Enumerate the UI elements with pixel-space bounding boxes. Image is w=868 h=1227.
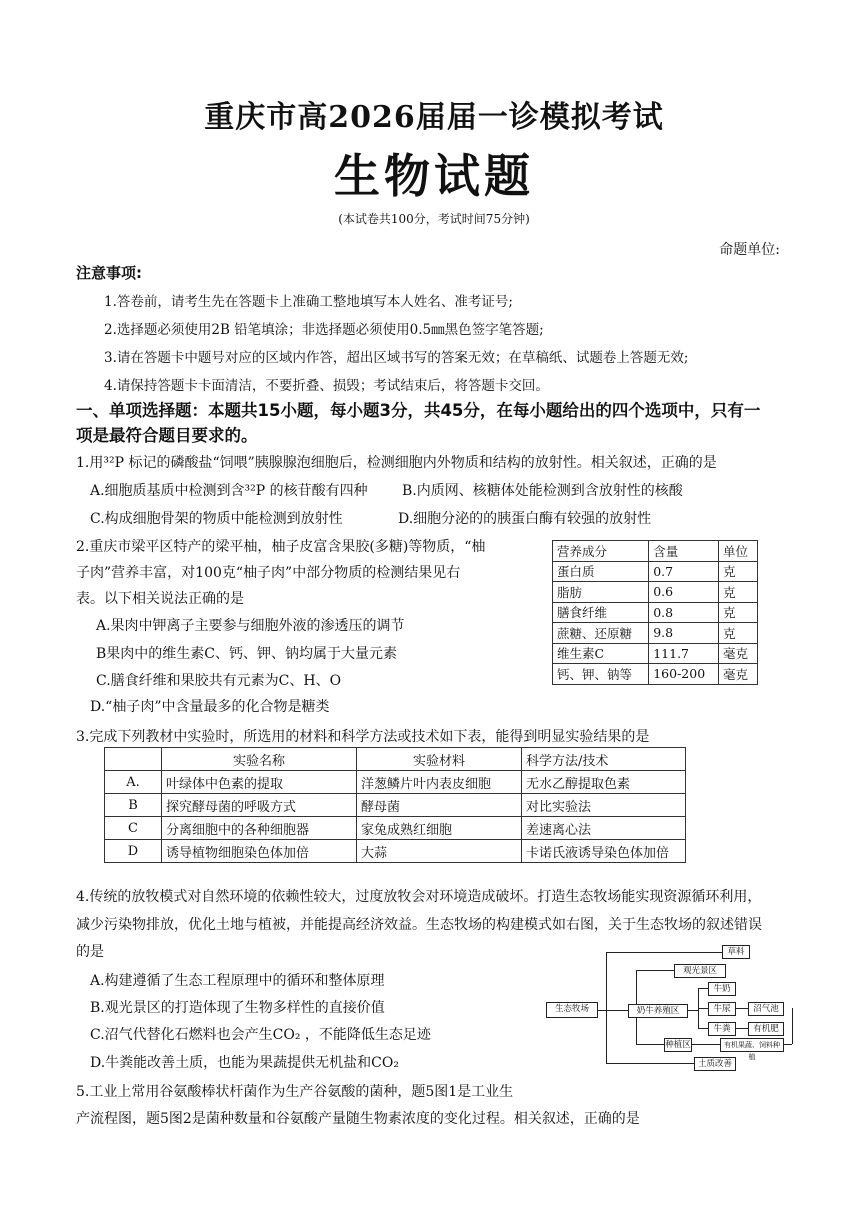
notice-item: 1.答卷前，请考生先在答题卡上准确工整地填写本人姓名、准考证号; [104, 294, 513, 310]
table-cell: 维生素C [553, 643, 649, 664]
notice-item: 2.选择题必须使用2B 铅笔填涂；非选择题必须使用0.5㎜黑色签字笔答题; [104, 322, 544, 338]
table-row [553, 623, 758, 644]
table-cell: 毫克 [719, 643, 758, 664]
q4-stem-line3: 的是 [76, 944, 104, 960]
table-cell: 大蒜 [357, 840, 522, 863]
q2-stem-line2: 子肉”营养丰富，对100克“柚子肉”中部分物质的检测结果见右 [76, 565, 461, 581]
diagram-node-tour: 观光景区 [674, 964, 726, 978]
q4-stem-line1: 4.传统的放牧模式对自然环境的依赖性较大，过度放牧会对环境造成破坏。打造生态牧场能实现资源循环利用， [76, 889, 762, 905]
connector-line [734, 1028, 748, 1029]
table-cell: 克 [719, 561, 758, 582]
table-header-row [105, 748, 686, 771]
q3-stem: 3.完成下列教材中实验时，所选用的材料和科学方法或技术如下表，能得到明显实验结果的是 [76, 729, 650, 745]
q2-option-c: C.膳食纤维和果胶共有元素为C、H、O [96, 673, 342, 689]
table-cell: 160-200 [649, 664, 719, 685]
table-header-cell: 单位 [719, 541, 758, 562]
q4-option-b: B.观光景区的打造体现了生物多样性的直接价值 [90, 1000, 385, 1016]
connector-line [690, 1044, 720, 1045]
table-cell: B [105, 794, 162, 817]
q1-stem: 1.用³²P 标记的磷酸盐“饲喂”胰腺腺泡细胞后，检测细胞内外物质和结构的放射性。相关叙述，正确的是 [76, 455, 717, 471]
q2-stem-line3: 表。以下相关说法正确的是 [76, 591, 244, 607]
q2-option-a: A.果肉中钾离子主要参与细胞外液的渗透压的调节 [96, 618, 405, 634]
connector-line [698, 1028, 708, 1029]
table-cell: A. [105, 771, 162, 794]
table-cell: 卡诺氏液诱导染色体加倍 [522, 840, 686, 863]
table-row [105, 794, 686, 817]
connector-line [636, 1044, 664, 1045]
table-cell: 9.8 [649, 623, 719, 644]
notice-heading: 注意事项: [76, 264, 142, 282]
q5-stem-line2: 产流程图，题5图2是菌种数量和谷氨酸产量随生物素浓度的变化过程。相关叙述，正确的是 [76, 1111, 640, 1127]
table-cell: 洋葱鳞片叶内表皮细胞 [357, 771, 522, 794]
table-cell: 探究酵母菌的呼吸方式 [162, 794, 357, 817]
connector-line [598, 1010, 606, 1011]
table-cell: 无水乙醇提取色素 [522, 771, 686, 794]
table-cell: 差速离心法 [522, 817, 686, 840]
table-cell: 0.8 [649, 602, 719, 623]
table-cell: 毫克 [719, 664, 758, 685]
table-cell: 诱导植物细胞染色体加倍 [162, 840, 357, 863]
connector-line [636, 970, 674, 971]
table-header-cell: 营养成分 [553, 541, 649, 562]
q1-option-d: D.细胞分泌的的胰蛋白酶有较强的放射性 [398, 511, 652, 527]
table-header-cell [105, 748, 162, 771]
diagram-node-milk: 牛奶 [708, 982, 736, 996]
nutrition-table [552, 540, 758, 685]
q4-option-a: A.构建遵循了生态工程原理中的循环和整体原理 [90, 973, 385, 989]
subject-title: 生物试题 [334, 149, 534, 203]
diagram-node-urine: 牛尿 [708, 1002, 736, 1016]
eco-ranch-diagram [546, 944, 800, 1074]
diagram-node-soil: 土质改善 [694, 1057, 736, 1071]
author-unit: 命题单位: [719, 242, 780, 258]
connector-line [606, 1063, 694, 1064]
q2-option-d: D.“柚子肉”中含量最多的化合物是糖类 [90, 699, 330, 715]
diagram-node-organic-produce: 有机果蔬、饲料种植 [720, 1038, 784, 1052]
table-cell: 0.7 [649, 561, 719, 582]
table-row [553, 561, 758, 582]
table-cell: 0.6 [649, 582, 719, 603]
table-cell: 膳食纤维 [553, 602, 649, 623]
table-cell: 酵母菌 [357, 794, 522, 817]
q4-stem-line2: 减少污染物排放，优化土地与植被，并能提高经济效益。生态牧场的构建模式如右图，关于生态牧场的叙述错误 [76, 917, 762, 933]
exam-subtitle: (本试卷共100分，考试时间75分钟) [338, 212, 530, 226]
q1-option-b: B.内质网、核糖体处能检测到含放射性的核酸 [402, 483, 683, 499]
diagram-node-feed: 草料 [722, 945, 750, 959]
section-heading-line1: 一、单项选择题：本题共15小题，每小题3分，共45分，在每小题给出的四个选项中，只有一 [76, 401, 761, 420]
experiment-table [104, 747, 686, 863]
table-cell: 分离细胞中的各种细胞器 [162, 817, 357, 840]
table-cell: 克 [719, 602, 758, 623]
table-cell: 叶绿体中色素的提取 [162, 771, 357, 794]
q1-option-c: C.构成细胞骨架的物质中能检测到放射性 [90, 511, 343, 527]
connector-line [698, 988, 708, 989]
table-cell: 克 [719, 623, 758, 644]
diagram-node-dung: 牛粪 [708, 1022, 736, 1036]
diagram-node-fertilizer: 有机肥 [748, 1022, 784, 1036]
q4-option-d: D.牛粪能改善土质，也能为果蔬提供无机盐和CO₂ [90, 1055, 399, 1071]
q4-option-c: C.沼气代替化石燃料也会产生CO₂ ，不能降低生态足迹 [90, 1027, 431, 1043]
connector-line [792, 1008, 793, 1044]
table-row [105, 840, 686, 863]
table-cell: 脂肪 [553, 582, 649, 603]
table-row [105, 771, 686, 794]
section-heading-line2: 项是最符合题目要求的。 [76, 426, 258, 445]
table-cell: 蛋白质 [553, 561, 649, 582]
table-cell: D [105, 840, 162, 863]
table-row [553, 582, 758, 603]
diagram-node-planting: 种植区 [665, 1040, 691, 1050]
table-header-cell: 实验材料 [357, 748, 522, 771]
q1-option-a: A.细胞质基质中检测到含³²P 的核苷酸有四种 [90, 483, 368, 499]
q2-stem-line1: 2.重庆市梁平区特产的梁平柚，柚子皮富含果胶(多糖)等物质，“柚 [76, 539, 486, 555]
table-cell: 克 [719, 582, 758, 603]
diagram-node-center: 生态牧场 [546, 1002, 598, 1018]
notice-item: 3.请在答题卡中题号对应的区域内作答，超出区域书写的答案无效；在草稿纸、试题卷上答题无效; [104, 350, 689, 366]
table-cell: 对比实验法 [522, 794, 686, 817]
connector-line [606, 952, 607, 1063]
table-cell: C [105, 817, 162, 840]
exam-title: 重庆市高2026届届一诊模拟考试 [204, 100, 664, 135]
connector-line [606, 1010, 628, 1011]
table-cell: 钙、钾、钠等 [553, 664, 649, 685]
q5-stem-line1: 5.工业上常用谷氨酸棒状杆菌作为生产谷氨酸的菌种，题5图1是工业生 [76, 1084, 514, 1100]
table-cell: 111.7 [649, 643, 719, 664]
table-header-cell: 含量 [649, 541, 719, 562]
diagram-node-ranch: 奶牛养殖区 [628, 1004, 688, 1018]
q2-option-b: B果肉中的维生素C、钙、钾、钠均属于大量元素 [96, 646, 397, 662]
table-header-cell: 实验名称 [162, 748, 357, 771]
notice-item: 4.请保持答题卡卡面清洁，不要折叠、损毁；考试结束后，将答题卡交回。 [104, 378, 549, 394]
table-cell: 家兔成熟红细胞 [357, 817, 522, 840]
connector-line [734, 1008, 748, 1009]
table-row [553, 602, 758, 623]
table-row [553, 664, 758, 685]
diagram-node-biogas: 沼气池 [748, 1002, 784, 1016]
table-row [105, 817, 686, 840]
table-header-cell: 科学方法/技术 [522, 748, 686, 771]
connector-line [606, 952, 722, 953]
table-row [553, 643, 758, 664]
table-header-row [553, 541, 758, 562]
connector-line [698, 1008, 708, 1009]
table-cell: 蔗糖、还原糖 [553, 623, 649, 644]
